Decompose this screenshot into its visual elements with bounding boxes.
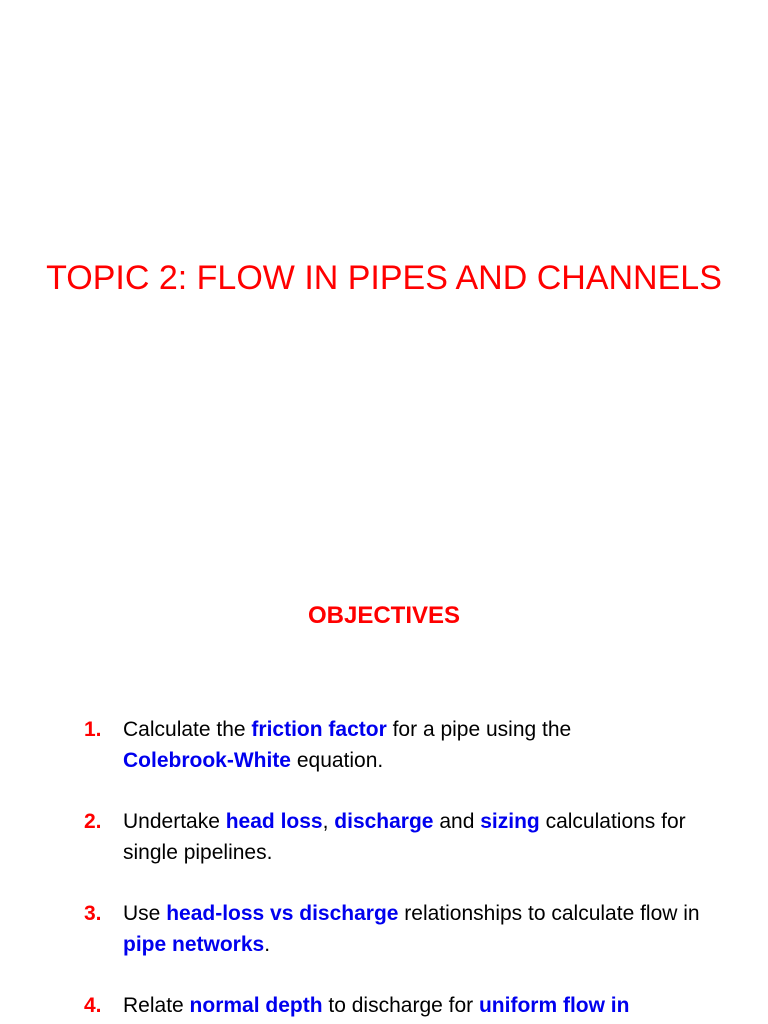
objectives-heading: OBJECTIVES bbox=[307, 602, 461, 629]
objective-item bbox=[84, 806, 724, 868]
objective-keyword: friction factor bbox=[251, 718, 387, 741]
objective-keyword: sizing bbox=[480, 810, 540, 833]
objective-keyword: head-loss vs discharge bbox=[166, 902, 399, 925]
objective-text bbox=[123, 810, 686, 864]
objective-text-segment: Use bbox=[123, 902, 167, 925]
objective-text-segment: , bbox=[322, 810, 335, 833]
objective-keyword: discharge bbox=[334, 810, 434, 833]
objectives-list bbox=[84, 714, 724, 1021]
objective-text-segment: to discharge for bbox=[322, 994, 479, 1017]
objective-number: 4. bbox=[84, 994, 102, 1017]
objective-number: 2. bbox=[84, 810, 102, 833]
objective-keyword: uniform flow in bbox=[478, 994, 630, 1017]
objective-text-segment: equation. bbox=[291, 749, 384, 772]
objective-item bbox=[84, 990, 724, 1021]
objective-text bbox=[123, 994, 629, 1017]
objective-text bbox=[123, 902, 700, 956]
objective-text-segment: Relate bbox=[123, 994, 190, 1017]
objective-text bbox=[123, 718, 571, 772]
objective-text-segment: . bbox=[264, 933, 271, 956]
objective-keyword: pipe networks bbox=[123, 933, 265, 956]
objective-text-segment: calculations for single pipelines. bbox=[123, 810, 686, 864]
objective-text-segment: relationships to calculate flow in bbox=[398, 902, 700, 925]
objective-text-segment: for a pipe using the bbox=[386, 718, 572, 741]
objective-number: 1. bbox=[84, 718, 102, 741]
objective-keyword: head loss bbox=[225, 810, 323, 833]
objective-item bbox=[84, 714, 724, 776]
objective-text-segment: and bbox=[433, 810, 481, 833]
objective-text-segment: Undertake bbox=[123, 810, 226, 833]
slide-title: TOPIC 2: FLOW IN PIPES AND CHANNELS bbox=[46, 259, 722, 297]
objective-number: 3. bbox=[84, 902, 102, 925]
objective-keyword: Colebrook-White bbox=[123, 749, 291, 772]
objective-keyword: normal depth bbox=[189, 994, 323, 1017]
objective-item bbox=[84, 898, 724, 960]
objective-text-segment: Calculate the bbox=[123, 718, 252, 741]
